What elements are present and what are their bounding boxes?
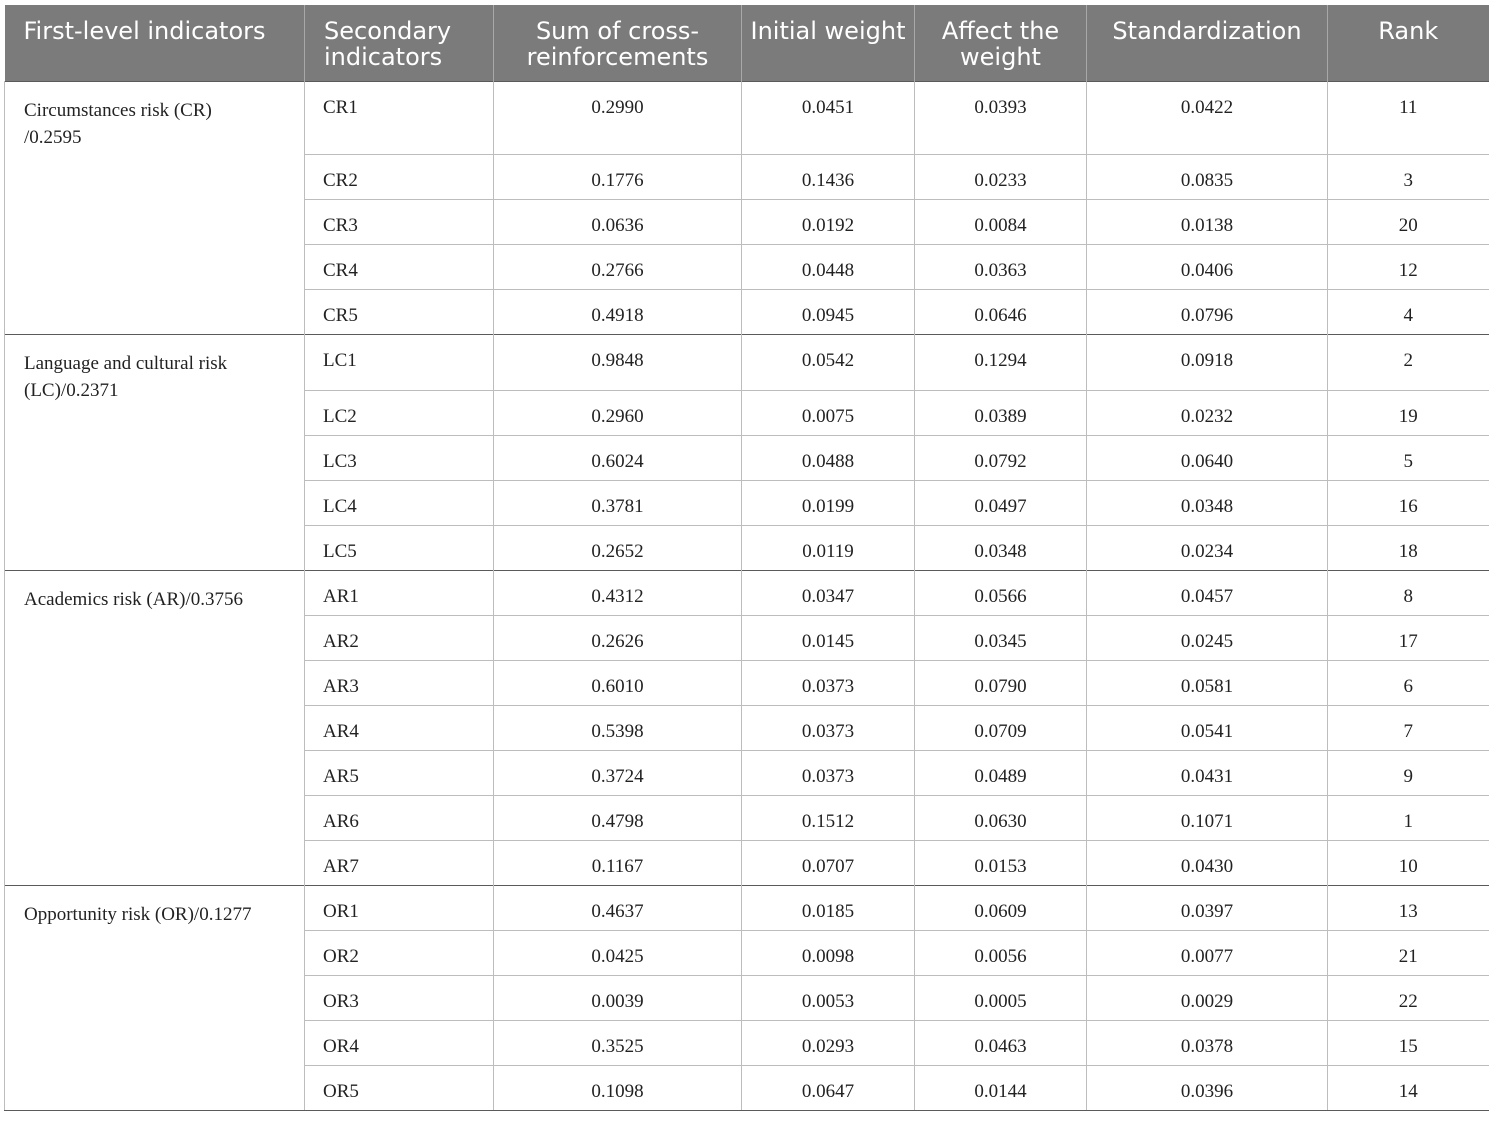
initial-cell: 0.1512 xyxy=(742,795,915,840)
affect-cell: 0.0084 xyxy=(915,199,1087,244)
sum-cell: 0.6010 xyxy=(494,660,742,705)
std-cell: 0.0640 xyxy=(1087,435,1328,480)
initial-cell: 0.0373 xyxy=(742,660,915,705)
initial-cell: 0.0185 xyxy=(742,885,915,930)
rank-cell: 7 xyxy=(1328,705,1489,750)
initial-cell: 0.0347 xyxy=(742,570,915,615)
initial-cell: 0.0451 xyxy=(742,81,915,154)
affect-cell: 0.0389 xyxy=(915,390,1087,435)
initial-cell: 0.0647 xyxy=(742,1065,915,1110)
initial-cell: 0.0192 xyxy=(742,199,915,244)
sum-cell: 0.6024 xyxy=(494,435,742,480)
initial-cell: 0.0145 xyxy=(742,615,915,660)
sum-cell: 0.0039 xyxy=(494,975,742,1020)
sum-cell: 0.9848 xyxy=(494,334,742,390)
secondary-id: AR5 xyxy=(305,750,494,795)
rank-cell: 22 xyxy=(1328,975,1489,1020)
affect-cell: 0.0233 xyxy=(915,154,1087,199)
sum-cell: 0.4918 xyxy=(494,289,742,334)
secondary-id: AR4 xyxy=(305,705,494,750)
group-label: Opportunity risk (OR)/0.1277 xyxy=(5,885,305,1110)
affect-cell: 0.0005 xyxy=(915,975,1087,1020)
rank-cell: 2 xyxy=(1328,334,1489,390)
affect-cell: 0.0630 xyxy=(915,795,1087,840)
rank-cell: 6 xyxy=(1328,660,1489,705)
std-cell: 0.1071 xyxy=(1087,795,1328,840)
table-row xyxy=(5,885,1489,930)
table-row xyxy=(5,334,1489,390)
header-standardization: Standardization xyxy=(1087,5,1328,81)
std-cell: 0.0796 xyxy=(1087,289,1328,334)
rank-cell: 21 xyxy=(1328,930,1489,975)
rank-cell: 8 xyxy=(1328,570,1489,615)
affect-cell: 0.0144 xyxy=(915,1065,1087,1110)
sum-cell: 0.1098 xyxy=(494,1065,742,1110)
rank-cell: 15 xyxy=(1328,1020,1489,1065)
sum-cell: 0.2652 xyxy=(494,525,742,570)
sum-cell: 0.4312 xyxy=(494,570,742,615)
rank-cell: 9 xyxy=(1328,750,1489,795)
std-cell: 0.0431 xyxy=(1087,750,1328,795)
std-cell: 0.0457 xyxy=(1087,570,1328,615)
std-cell: 0.0138 xyxy=(1087,199,1328,244)
std-cell: 0.0422 xyxy=(1087,81,1328,154)
sum-cell: 0.2960 xyxy=(494,390,742,435)
secondary-id: OR5 xyxy=(305,1065,494,1110)
secondary-id: OR3 xyxy=(305,975,494,1020)
initial-cell: 0.0053 xyxy=(742,975,915,1020)
affect-cell: 0.0489 xyxy=(915,750,1087,795)
rank-cell: 10 xyxy=(1328,840,1489,885)
std-cell: 0.0835 xyxy=(1087,154,1328,199)
sum-cell: 0.2766 xyxy=(494,244,742,289)
group-label: Academics risk (AR)/0.3756 xyxy=(5,570,305,885)
std-cell: 0.0406 xyxy=(1087,244,1328,289)
secondary-id: AR7 xyxy=(305,840,494,885)
secondary-id: OR2 xyxy=(305,930,494,975)
sum-cell: 0.5398 xyxy=(494,705,742,750)
affect-cell: 0.0646 xyxy=(915,289,1087,334)
header-secondary: Secondary indicators xyxy=(305,5,494,81)
indicator-weights-table xyxy=(4,5,1489,1111)
sum-cell: 0.3781 xyxy=(494,480,742,525)
header-rank: Rank xyxy=(1328,5,1489,81)
secondary-id: LC2 xyxy=(305,390,494,435)
affect-cell: 0.0345 xyxy=(915,615,1087,660)
rank-cell: 3 xyxy=(1328,154,1489,199)
initial-cell: 0.0199 xyxy=(742,480,915,525)
initial-cell: 0.0488 xyxy=(742,435,915,480)
rank-cell: 20 xyxy=(1328,199,1489,244)
initial-cell: 0.0373 xyxy=(742,705,915,750)
initial-cell: 0.0373 xyxy=(742,750,915,795)
affect-cell: 0.0363 xyxy=(915,244,1087,289)
sum-cell: 0.2626 xyxy=(494,615,742,660)
secondary-id: LC5 xyxy=(305,525,494,570)
std-cell: 0.0581 xyxy=(1087,660,1328,705)
secondary-id: LC3 xyxy=(305,435,494,480)
secondary-id: LC1 xyxy=(305,334,494,390)
header-sum-cross: Sum of cross-reinforcements xyxy=(494,5,742,81)
rank-cell: 13 xyxy=(1328,885,1489,930)
secondary-id: CR5 xyxy=(305,289,494,334)
std-cell: 0.0430 xyxy=(1087,840,1328,885)
secondary-id: CR2 xyxy=(305,154,494,199)
sum-cell: 0.0425 xyxy=(494,930,742,975)
rank-cell: 5 xyxy=(1328,435,1489,480)
sum-cell: 0.4637 xyxy=(494,885,742,930)
std-cell: 0.0245 xyxy=(1087,615,1328,660)
initial-cell: 0.0119 xyxy=(742,525,915,570)
secondary-id: AR3 xyxy=(305,660,494,705)
secondary-id: AR6 xyxy=(305,795,494,840)
secondary-id: CR4 xyxy=(305,244,494,289)
std-cell: 0.0378 xyxy=(1087,1020,1328,1065)
rank-cell: 18 xyxy=(1328,525,1489,570)
affect-cell: 0.0056 xyxy=(915,930,1087,975)
table-row xyxy=(5,81,1489,154)
initial-cell: 0.0293 xyxy=(742,1020,915,1065)
secondary-id: AR1 xyxy=(305,570,494,615)
initial-cell: 0.0075 xyxy=(742,390,915,435)
secondary-id: LC4 xyxy=(305,480,494,525)
rank-cell: 17 xyxy=(1328,615,1489,660)
secondary-id: CR1 xyxy=(305,81,494,154)
affect-cell: 0.0790 xyxy=(915,660,1087,705)
header-affect-weight: Affect the weight xyxy=(915,5,1087,81)
initial-cell: 0.0448 xyxy=(742,244,915,289)
affect-cell: 0.0609 xyxy=(915,885,1087,930)
std-cell: 0.0234 xyxy=(1087,525,1328,570)
sum-cell: 0.1167 xyxy=(494,840,742,885)
rank-cell: 11 xyxy=(1328,81,1489,154)
std-cell: 0.0029 xyxy=(1087,975,1328,1020)
group-label: Circumstances risk (CR) /0.2595 xyxy=(5,81,305,334)
group-label: Language and cultural risk (LC)/0.2371 xyxy=(5,334,305,570)
secondary-id: CR3 xyxy=(305,199,494,244)
std-cell: 0.0397 xyxy=(1087,885,1328,930)
rank-cell: 16 xyxy=(1328,480,1489,525)
secondary-id: AR2 xyxy=(305,615,494,660)
affect-cell: 0.0463 xyxy=(915,1020,1087,1065)
affect-cell: 0.1294 xyxy=(915,334,1087,390)
std-cell: 0.0541 xyxy=(1087,705,1328,750)
sum-cell: 0.4798 xyxy=(494,795,742,840)
initial-cell: 0.1436 xyxy=(742,154,915,199)
table-header-row xyxy=(5,5,1489,81)
std-cell: 0.0348 xyxy=(1087,480,1328,525)
sum-cell: 0.0636 xyxy=(494,199,742,244)
secondary-id: OR1 xyxy=(305,885,494,930)
rank-cell: 1 xyxy=(1328,795,1489,840)
sum-cell: 0.3525 xyxy=(494,1020,742,1065)
initial-cell: 0.0098 xyxy=(742,930,915,975)
rank-cell: 12 xyxy=(1328,244,1489,289)
std-cell: 0.0077 xyxy=(1087,930,1328,975)
std-cell: 0.0396 xyxy=(1087,1065,1328,1110)
sum-cell: 0.1776 xyxy=(494,154,742,199)
initial-cell: 0.0945 xyxy=(742,289,915,334)
initial-cell: 0.0542 xyxy=(742,334,915,390)
std-cell: 0.0232 xyxy=(1087,390,1328,435)
header-first-level: First-level indicators xyxy=(5,5,305,81)
initial-cell: 0.0707 xyxy=(742,840,915,885)
affect-cell: 0.0497 xyxy=(915,480,1087,525)
header-initial-weight: Initial weight xyxy=(742,5,915,81)
sum-cell: 0.2990 xyxy=(494,81,742,154)
affect-cell: 0.0153 xyxy=(915,840,1087,885)
rank-cell: 4 xyxy=(1328,289,1489,334)
secondary-id: OR4 xyxy=(305,1020,494,1065)
affect-cell: 0.0566 xyxy=(915,570,1087,615)
table-row xyxy=(5,570,1489,615)
affect-cell: 0.0709 xyxy=(915,705,1087,750)
affect-cell: 0.0393 xyxy=(915,81,1087,154)
std-cell: 0.0918 xyxy=(1087,334,1328,390)
sum-cell: 0.3724 xyxy=(494,750,742,795)
affect-cell: 0.0348 xyxy=(915,525,1087,570)
affect-cell: 0.0792 xyxy=(915,435,1087,480)
rank-cell: 19 xyxy=(1328,390,1489,435)
rank-cell: 14 xyxy=(1328,1065,1489,1110)
